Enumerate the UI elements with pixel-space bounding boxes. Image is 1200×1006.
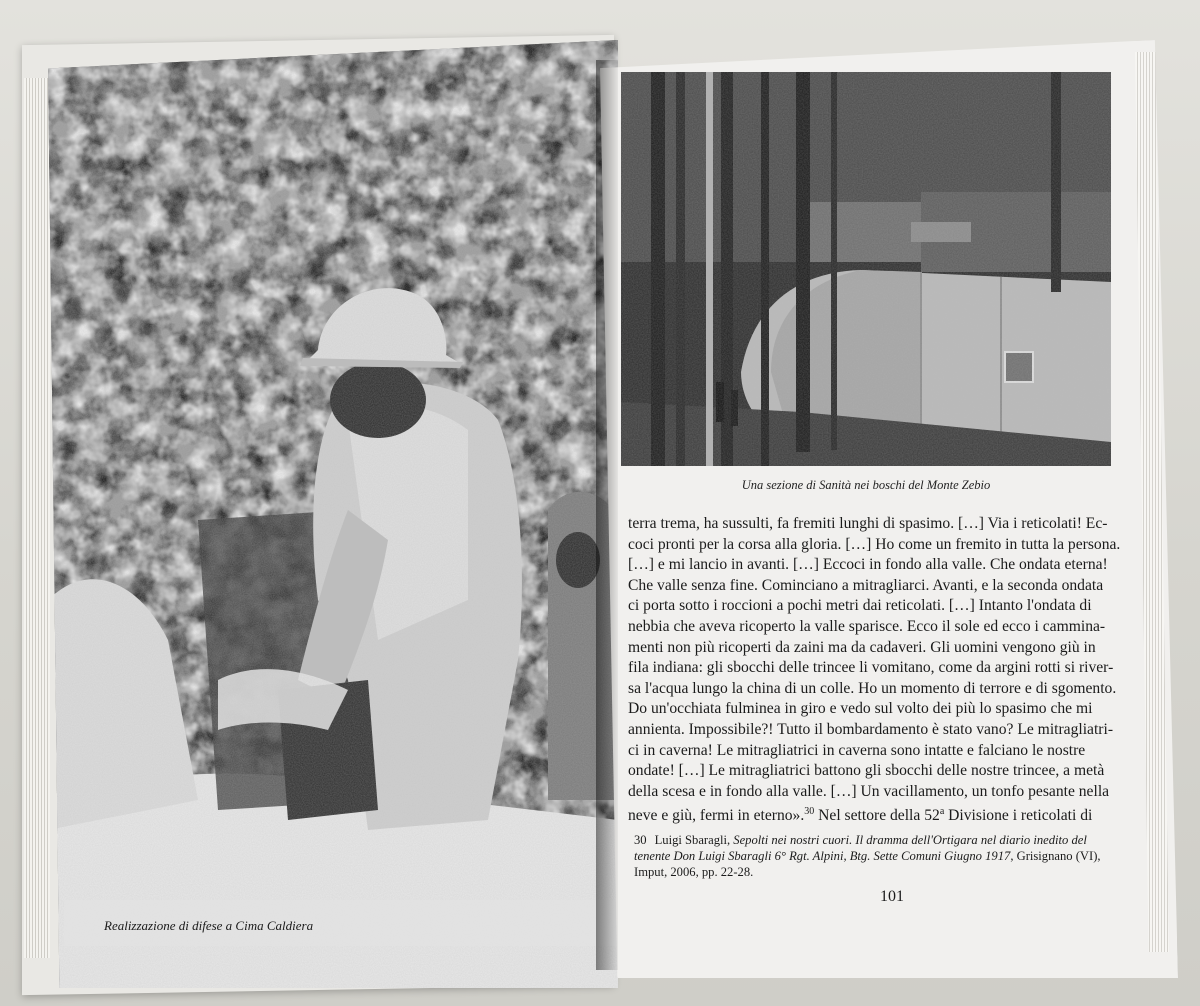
page-number: 101 (880, 888, 904, 905)
text-line: ci in caverna! Le mitragliatrici in caverna sono intatte e falciano le nostre (628, 741, 1086, 759)
text-line-last (628, 802, 1114, 827)
footnote-ref[interactable]: 30 (804, 806, 815, 818)
text-line: annienta. Impossibile?! Tutto il bombardamento è stato vano? Le mitragliatri- (628, 720, 1114, 738)
footnote-title: Sepolti nei nostri cuori. Il dramma dell'Ortigara nel diario inedito del tenente Don Luigi Sbaragli 6° Rgt. Alpini, Btg. Sette Comuni Giugno 1917 (634, 833, 1087, 863)
trench-soldier-photo (48, 40, 618, 988)
body-text (628, 514, 1121, 827)
left-page-edges (24, 78, 50, 958)
text-line: ondate! […] Le mitragliatrici battono gli sbocchi delle nostre trincee, a metà (628, 762, 1105, 780)
text-line: ci porta sotto i roccioni a pochi metri dai reticolati. […] Intanto l'ondata di (628, 597, 1092, 615)
text-line: menti non più ricoperti da zaini ma da cadaveri. Gli uomini vengono giù in (628, 638, 1096, 656)
left-photo-caption: Realizzazione di difese a Cima Caldiera (104, 918, 314, 933)
text-line: Do un'occhiata fulminea in giro e vedo sul volto dei più lo spasimo che mi (628, 700, 1093, 718)
footnote-publication: , Grisignano (VI), Imput, 2006, pp. 22-28. (634, 849, 1101, 879)
footnote (634, 832, 1118, 880)
text-line: sa l'acqua lungo la china di un colle. Ho un momento di terrore e di sgomento. (628, 679, 1117, 697)
text-line: della scesa e in fondo alla valle. […] Un vacillamento, un tonfo pesante nella (628, 782, 1110, 800)
superscript: a (939, 806, 945, 818)
text-line: nebbia che aveva ricoperto la valle sparisce. Ecco il sole ed ecco i cammina- (628, 617, 1106, 635)
text-line: fila indiana: gli sbocchi delle trincee li vomitano, come da argini rotti si river- (628, 659, 1114, 677)
text-fragment: Divisione i reticolati di (944, 807, 1093, 825)
text-fragment: neve e giù, fermi in eterno». (628, 807, 805, 825)
text-line: […] e mi lancio in avanti. […] Eccoci in fondo alla valle. Che ondata eterna! (628, 556, 1108, 574)
text-line: coci pronti per la corsa alla gloria. […] Ho come un fremito in tutta la persona. (628, 535, 1121, 553)
forest-field-hospital-photo (621, 72, 1111, 466)
text-line: Che valle senza fine. Cominciano a mitragliarci. Avanti, e la seconda ondata (628, 576, 1104, 594)
book-spine-shadow (596, 60, 618, 970)
text-line: terra trema, ha sussulti, fa fremiti lunghi di spasimo. […] Via i reticolati! Ec- (628, 515, 1108, 532)
footnote-author: Luigi Sbaragli, (654, 833, 734, 847)
text-fragment: Nel settore della 52 (814, 807, 940, 825)
right-photo-caption: Una sezione di Sanità nei boschi del Monte Zebio (741, 478, 991, 492)
footnote-number: 30 (634, 833, 647, 847)
